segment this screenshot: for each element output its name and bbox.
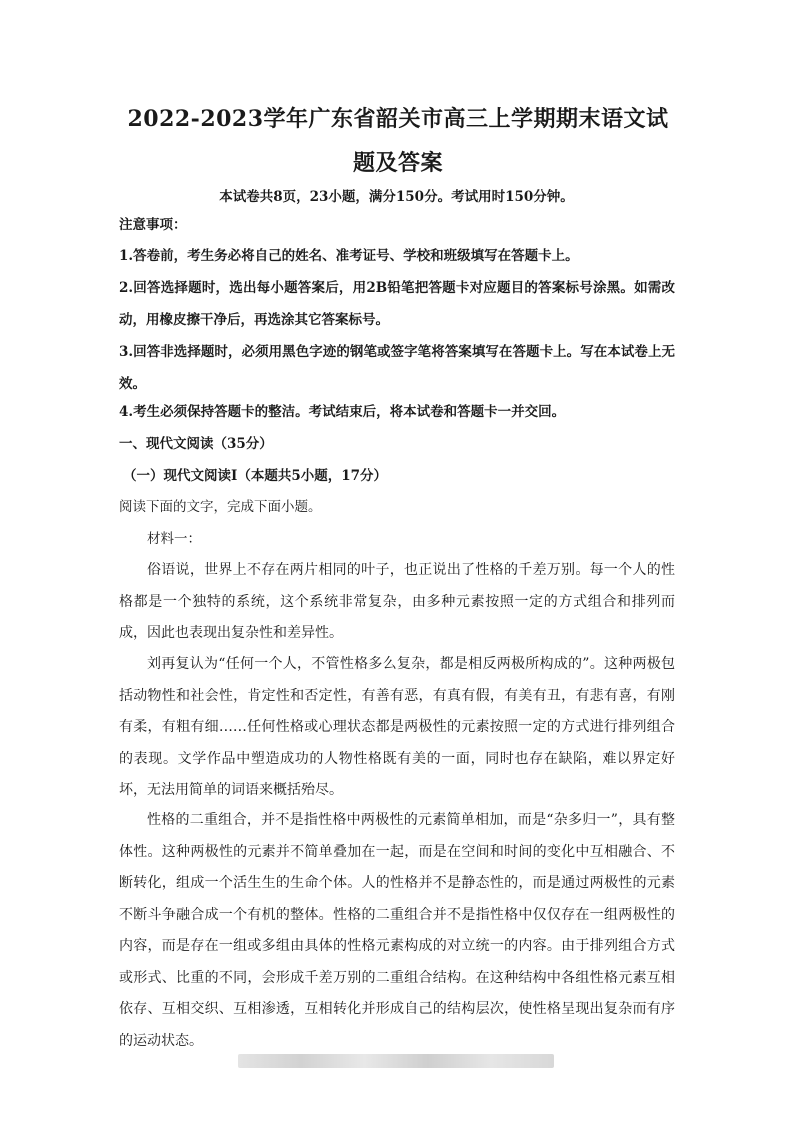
section-heading: 一、现代文阅读（35分） [119, 436, 273, 452]
paragraph-1: 俗语说，世界上不存在两片相同的叶子，也正说出了性格的千差万别。每一个人的性格都是一个独特的系统，这个系统非常复杂，由多种元素按照一定的方式组合和排列而成，因此也表现出复杂性和差异性。 [119, 562, 675, 641]
document-title: 2022-2023学年广东省韶关市高三上学期期末语文试题及答案 [127, 106, 669, 176]
notice-item-2: 2.回答选择题时，选出每小题答案后，用2B铅笔把答题卡对应题目的答案标号涂黑。如需改动，用橡皮擦干净后，再选涂其它答案标号。 [119, 280, 675, 328]
paragraph-3: 性格的二重组合，并不是指性格中两极性的元素简单相加，而是“杂多归一”，具有整体性。这种两极性的元素并不简单叠加在一起，而是在空间和时间的变化中互相融合、不断转化，组成一个活生生的生命个体。人的性格并不是静态性的，而是通过两极性的元素不断斗争融合成一个有机的整体。性格的二重组合并不是指性格中仅仅存在一组两极性的内容，而是存在一组或多组由具体的性格元素构成的对立统一的内容。由于排列组合方式或形式、比重的不同，会形成千差万别的二重组合结构。在这种结构中各组性格元素互相依存、互相交织、互相渗透，互相转化并形成自己的结构层次，使性格呈现出复杂而有序的运动状态。 [119, 812, 675, 1049]
paragraph-2: 刘再复认为“任何一个人，不管性格多么复杂，都是相反两极所构成的”。这种两极包括动物性和社会性，肯定性和否定性，有善有恶，有真有假，有美有丑，有悲有喜，有刚有柔，有粗有细……任何性格或心理状态都是两极性的元素按照一定的方式进行排列组合的表现。文学作品中塑造成功的人物性格既有美的一面，同时也存在缺陷，难以界定好坏，无法用简单的词语来概括殆尽。 [119, 656, 675, 798]
subsection-heading: （一）现代文阅读Ⅰ（本题共5小题，17分） [123, 468, 387, 484]
exam-info: 本试卷共8页，23小题，满分150分。考试用时150分钟。 [219, 189, 574, 205]
blurred-footer [238, 1054, 554, 1068]
material-label: 材料一： [147, 531, 201, 547]
notice-heading: 注意事项： [119, 217, 187, 233]
notice-item-1: 1.答卷前，考生务必将自己的姓名、准考证号、学校和班级填写在答题卡上。 [119, 248, 579, 264]
reading-instruction: 阅读下面的文字，完成下面小题。 [119, 499, 322, 515]
notice-item-3: 3.回答非选择题时，必须用黑色字迹的钢笔或签字笔将答案填写在答题卡上。写在本试卷上无效。 [119, 344, 675, 392]
notice-item-4: 4.考生必须保持答题卡的整洁。考试结束后，将本试卷和答题卡一并交回。 [119, 404, 566, 420]
